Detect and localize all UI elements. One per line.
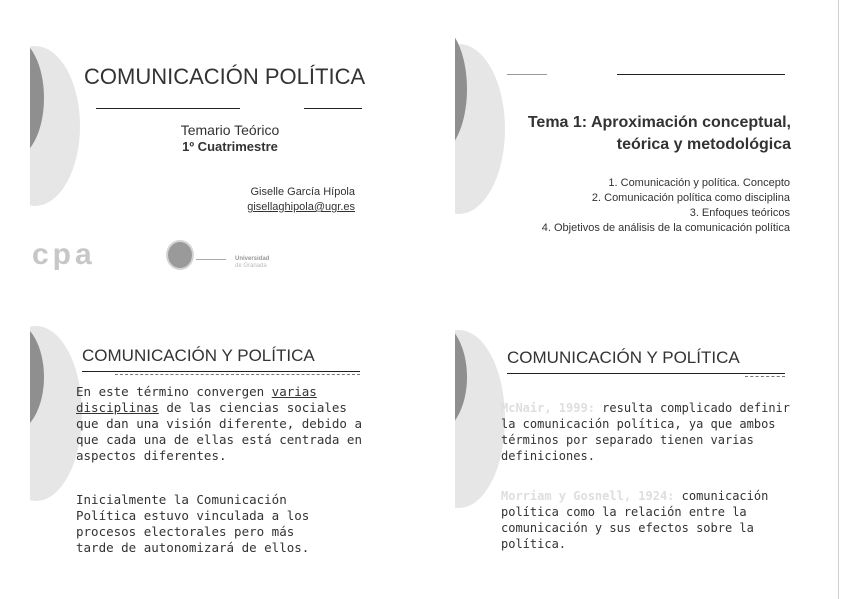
slide-2 — [455, 18, 823, 280]
disciplines-link[interactable]: varias disciplinas — [76, 384, 317, 415]
page-edge-line — [838, 0, 839, 599]
slide-1-title: COMUNICACIÓN POLÍTICA — [84, 64, 366, 89]
quote-merriam-text: comunicación política como la relación entre la comunicación y sus efectos sobre la política. — [501, 489, 769, 551]
header-rule-long — [617, 74, 785, 75]
slide-4-heading: COMUNICACIÓN Y POLÍTICA — [507, 348, 740, 367]
slide-2-title-line1: Tema 1: Aproximación conceptual, — [527, 114, 791, 131]
quote-mcnair — [501, 400, 801, 464]
slide-4 — [455, 316, 823, 586]
slide-1-term: 1º Cuatrimestre — [182, 139, 278, 154]
quote-mcnair-text: resulta complicado definir la comunicación política, ya que ambos términos por separado tienen varias definiciones. — [501, 401, 790, 463]
title-rule-right — [304, 108, 362, 109]
heading-dash-rule — [115, 374, 360, 376]
author-name: Giselle García Hípola — [250, 186, 355, 198]
heading-rule — [82, 371, 360, 372]
topic-item-1: 1. Comunicación y política. Concepto — [608, 177, 790, 189]
slide-3-paragraph-1 — [76, 384, 374, 464]
university-logo-line1: Universidad — [235, 256, 270, 262]
topic-item-2: 2. Comunicación política como disciplina — [591, 192, 790, 204]
heading-dash-rule — [745, 376, 785, 378]
slide-2-title-line2: teórica y metodológica — [616, 136, 791, 153]
slide-1 — [30, 18, 420, 280]
header-rule-short — [507, 74, 547, 75]
topic-item-3: 3. Enfoques teóricos — [689, 207, 790, 219]
heading-rule — [507, 373, 785, 374]
slide-3-paragraph-2: Inicialmente la Comunicación Política estuvo vinculada a los procesos electorales pero más tarde de autonomizará de ellos. — [76, 492, 310, 555]
quote-merriam — [501, 488, 801, 552]
title-rule-left — [96, 108, 240, 109]
quote-mcnair-author: McNair, 1999: — [501, 401, 595, 415]
cpa-logo: cpa — [32, 238, 96, 271]
author-email[interactable]: gisellaghipola@ugr.es — [247, 201, 355, 213]
topic-item-4: 4. Objetivos de análisis de la comunicación política — [541, 222, 790, 234]
university-logo-line2: de Granada — [235, 263, 267, 269]
ugr-signature-logo — [196, 245, 226, 260]
university-crest-logo — [166, 240, 194, 270]
slide-3 — [30, 316, 420, 586]
slide-3-heading: COMUNICACIÓN Y POLÍTICA — [82, 346, 315, 365]
quote-merriam-author: Morriam y Gosnell, 1924: — [501, 489, 675, 503]
slide-1-subtitle: Temario Teórico — [180, 122, 280, 138]
paragraph-1-rest: de las ciencias sociales que dan una visión diferente, debido a que cada una de ellas está centrada en aspectos diferentes. — [76, 400, 362, 463]
paragraph-1-lead: En este término convergen — [76, 384, 272, 399]
